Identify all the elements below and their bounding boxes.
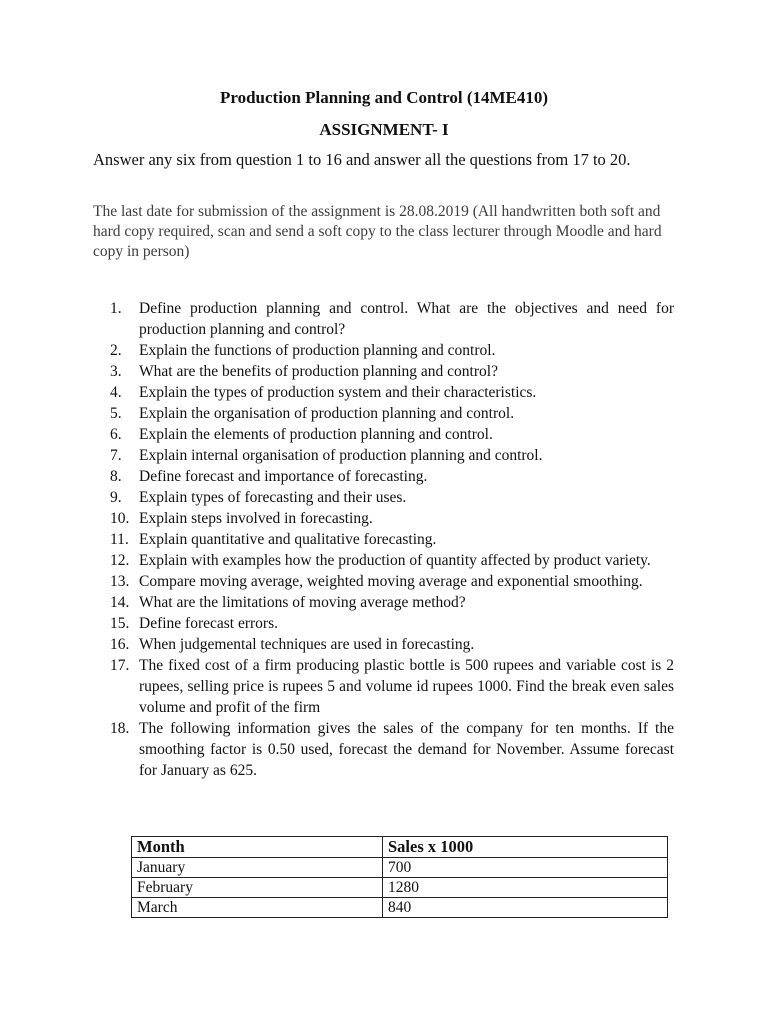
question-text: What are the limitations of moving average method? (139, 594, 466, 611)
question-item (0, 571, 768, 592)
document-title: Production Planning and Control (14ME410) (219, 88, 549, 107)
question-text: Explain types of forecasting and their uses. (139, 489, 407, 506)
question-item (0, 403, 768, 424)
instructions-text: Answer any six from question 1 to 16 and answer all the questions from 17 to 20. (93, 150, 631, 169)
question-text: Explain the elements of production planning and control. (139, 426, 493, 443)
column-header-month: Month (132, 837, 383, 858)
question-item (0, 424, 768, 445)
sales-cell: 1280 (383, 878, 668, 898)
assignment-heading: ASSIGNMENT- I (319, 120, 449, 139)
question-number: 3. (110, 363, 122, 380)
question-item (0, 487, 768, 508)
question-item (0, 382, 768, 403)
question-text: What are the benefits of production planning and control? (139, 363, 498, 380)
question-item (0, 340, 768, 361)
question-item (0, 718, 768, 781)
question-item (0, 655, 768, 718)
table-row (132, 898, 668, 918)
question-item (0, 529, 768, 550)
question-number: 14. (110, 594, 130, 611)
question-item (0, 613, 768, 634)
question-text: The fixed cost of a firm producing plastic bottle is 500 rupees and variable cost is 2 rupees, selling price is rupees 5 and volume id rupees 1000. Find the break even sales volume and profit of the firm (139, 657, 674, 716)
question-text: Explain with examples how the production of quantity affected by product variety. (139, 552, 651, 569)
question-number: 5. (110, 405, 122, 422)
question-number: 4. (110, 384, 122, 401)
question-item (0, 466, 768, 487)
question-item (0, 445, 768, 466)
question-text: When judgemental techniques are used in forecasting. (139, 636, 475, 653)
question-number: 6. (110, 426, 122, 443)
question-item (0, 508, 768, 529)
question-list (0, 298, 768, 781)
question-text: Define forecast and importance of forecasting. (139, 468, 428, 485)
month-cell: March (132, 898, 383, 918)
question-text: Define forecast errors. (139, 615, 278, 632)
question-text: Compare moving average, weighted moving average and exponential smoothing. (139, 573, 643, 590)
submission-note: The last date for submission of the assignment is 28.08.2019 (All handwritten both soft and hard copy required, scan and send a soft copy to the class lecturer through Moodle and hard copy in person) (93, 203, 662, 260)
sales-cell: 840 (383, 898, 668, 918)
table-header-row (132, 837, 668, 858)
question-number: 15. (110, 615, 130, 632)
question-text: Explain steps involved in forecasting. (139, 510, 373, 527)
question-text: Explain the functions of production planning and control. (139, 342, 496, 359)
question-number: 9. (110, 489, 122, 506)
question-text: Explain the organisation of production planning and control. (139, 405, 515, 422)
question-number: 2. (110, 342, 122, 359)
question-number: 13. (110, 573, 130, 590)
column-header-sales: Sales x 1000 (383, 837, 668, 858)
month-cell: January (132, 858, 383, 878)
question-item (0, 550, 768, 571)
question-number: 17. (110, 657, 130, 674)
question-text: Explain the types of production system and their characteristics. (139, 384, 537, 401)
question-item (0, 298, 768, 340)
question-number: 1. (110, 300, 122, 317)
question-number: 18. (110, 720, 130, 737)
question-number: 7. (110, 447, 122, 464)
table-row (132, 878, 668, 898)
question-text: Explain quantitative and qualitative forecasting. (139, 531, 437, 548)
sales-table (131, 836, 668, 918)
table-row (132, 858, 668, 878)
question-number: 11. (110, 531, 129, 548)
question-text: The following information gives the sales of the company for ten months. If the smoothing factor is 0.50 used, forecast the demand for November. Assume forecast for January as 625. (139, 720, 674, 779)
question-number: 16. (110, 636, 130, 653)
question-text: Define production planning and control. What are the objectives and need for production planning and control? (139, 300, 674, 338)
question-item (0, 361, 768, 382)
question-text: Explain internal organisation of production planning and control. (139, 447, 543, 464)
question-item (0, 592, 768, 613)
question-number: 12. (110, 552, 130, 569)
question-number: 10. (110, 510, 130, 527)
question-item (0, 634, 768, 655)
month-cell: February (132, 878, 383, 898)
question-number: 8. (110, 468, 122, 485)
sales-cell: 700 (383, 858, 668, 878)
